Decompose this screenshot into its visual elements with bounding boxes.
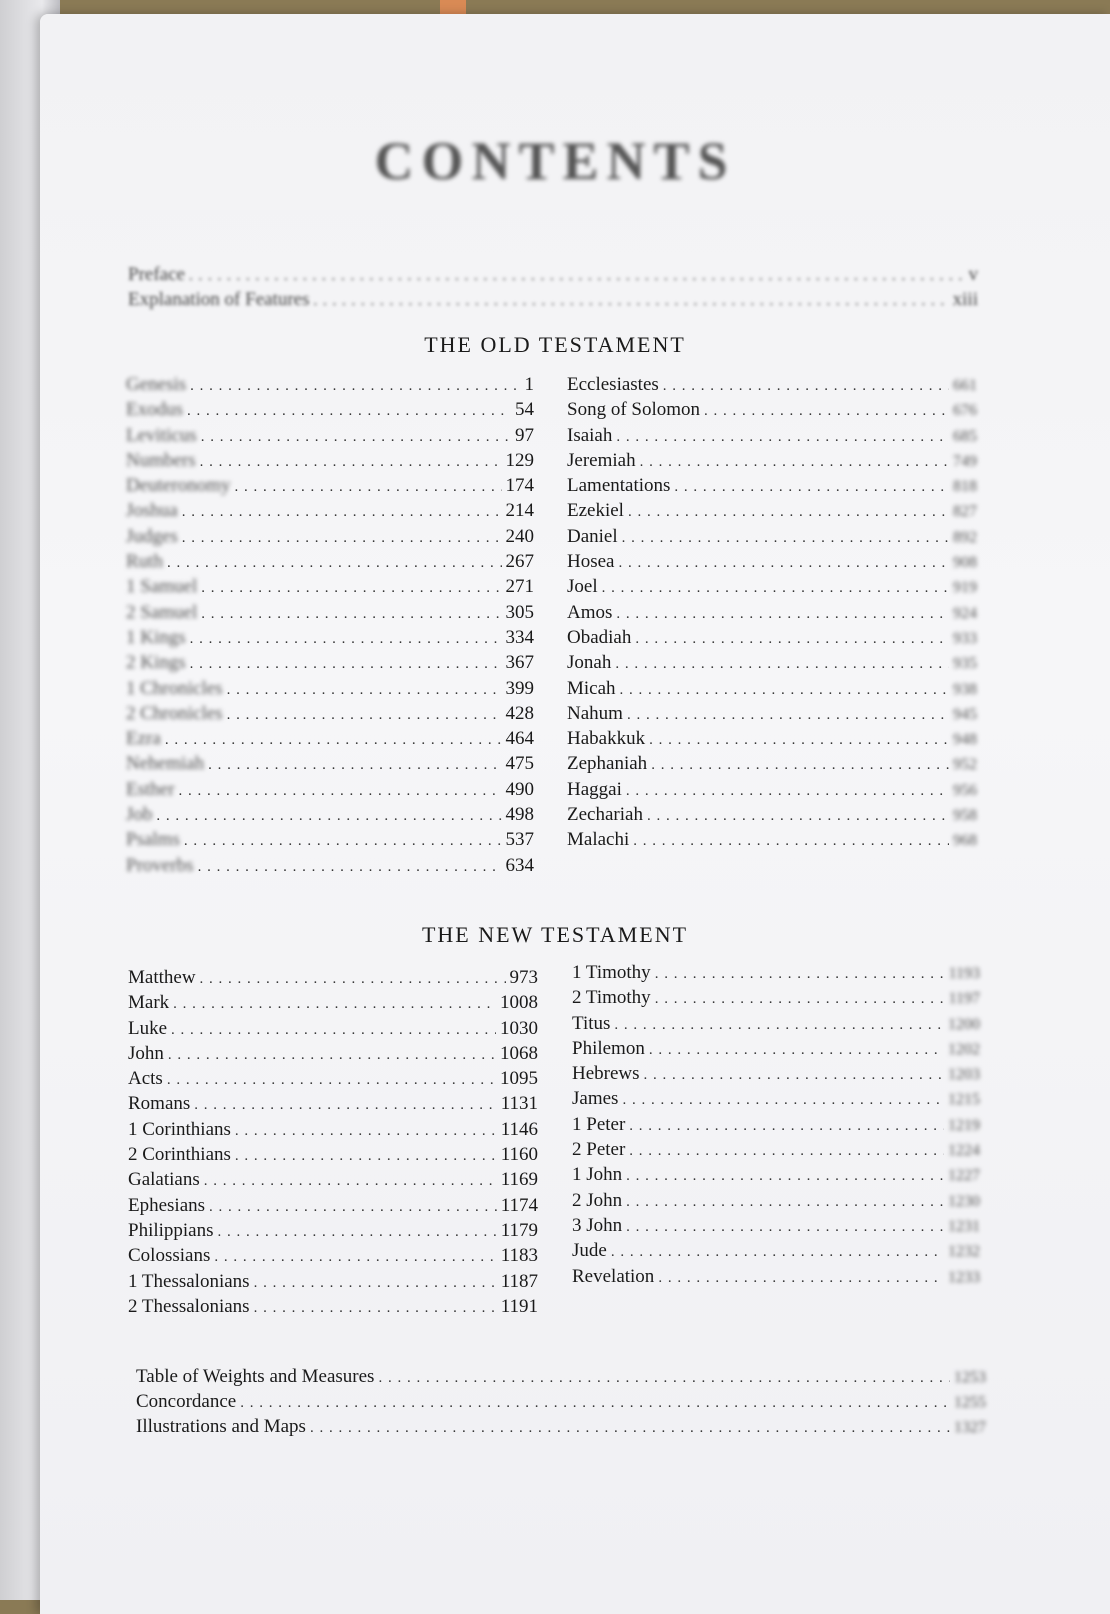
toc-entry-page: 1202 [948,1040,980,1058]
toc-entry-page: 948 [953,731,977,749]
leader-dots [254,1296,497,1321]
toc-entry-name: Lamentations [567,475,671,497]
toc-entry-name: Explanation of Features [128,289,310,311]
leader-dots [616,602,949,627]
toc-entry [567,448,977,473]
toc-entry-name: Revelation [572,1265,655,1287]
toc-entry [572,1036,980,1061]
toc-entry-name: Matthew [128,967,196,988]
toc-entry-name: 2 Peter [572,1139,626,1161]
toc-entry [126,853,534,878]
toc-entry [572,1238,980,1263]
toc-entry [572,1213,980,1238]
toc-entry [128,287,978,312]
toc-entry-page: 661 [953,377,977,394]
toc-entry [126,650,534,675]
leader-dots [626,1215,944,1240]
toc-entry-page: 1146 [500,1118,538,1140]
toc-entry-page: 1203 [948,1066,980,1084]
toc-entry-name: Genesis [126,374,187,395]
toc-entry-name: Colossians [128,1245,211,1267]
leader-dots [649,728,949,753]
toc-entry-page: 475 [505,753,534,775]
toc-entry [572,1011,980,1036]
toc-entry-page: 1224 [948,1142,980,1160]
toc-entry [572,1137,980,1162]
toc-entry-name: Exodus [126,399,183,421]
toc-entry-name: Psalms [126,829,180,851]
toc-entry-name: Amos [567,601,613,623]
toc-entry [128,1218,538,1243]
toc-entry [126,498,534,523]
toc-entry-name: 1 John [572,1164,623,1186]
toc-entry [126,473,534,498]
leader-dots [633,829,949,854]
toc-entry [572,1162,980,1187]
toc-entry-page: 818 [953,478,977,496]
leader-dots [201,425,511,450]
toc-entry-page: 399 [505,677,534,699]
leader-dots [218,1220,497,1245]
toc-entry-page: 1187 [500,1270,538,1292]
toc-entry-name: Joel [567,576,598,598]
toc-entry-name: Jeremiah [567,449,636,471]
leader-dots [173,992,496,1017]
toc-entry-page: 267 [505,551,534,573]
toc-entry-page: 1219 [948,1116,980,1134]
toc-entry-page: 1230 [948,1192,980,1210]
toc-entry [126,397,534,422]
toc-entry [567,650,977,675]
toc-entry-page: 334 [505,626,534,648]
toc-entry-name: John [128,1042,164,1064]
toc-entry-name: Luke [128,1017,168,1039]
toc-entry [128,990,538,1015]
toc-entry-page: 935 [953,655,977,673]
toc-entry-name: Proverbs [126,854,194,876]
leader-dots [198,855,502,880]
leader-dots [655,962,945,987]
leader-dots [190,627,502,652]
toc-entry [567,498,977,523]
toc-entry-name: Obadiah [567,626,632,648]
toc-entry-name: Galatians [128,1169,200,1191]
toc-entry [128,1294,538,1319]
toc-entry-name: 2 Kings [126,652,186,674]
toc-entry [572,960,980,985]
leader-dots [227,703,502,728]
toc-entry-name: 2 Chronicles [126,702,223,724]
leader-dots [209,1195,497,1220]
toc-entry [128,965,538,990]
leader-dots [602,576,949,601]
toc-entry-name: Mark [128,992,170,1014]
toc-entry-page: 1232 [948,1243,980,1261]
toc-entry-page: 1253 [954,1369,986,1386]
toc-entry-name: 2 John [572,1189,623,1211]
toc-entry-name: Daniel [567,525,618,547]
toc-entry-name: 1 Corinthians [128,1118,231,1140]
toc-entry [126,549,534,574]
leader-dots [704,399,949,424]
toc-entry [126,676,534,701]
front-matter-list [128,262,978,313]
toc-entry [126,448,534,473]
toc-entry-name: Micah [567,677,616,699]
toc-entry-name: 1 Samuel [126,576,198,598]
toc-entry-name: Hosea [567,551,615,573]
toc-entry [128,1269,538,1294]
toc-entry-page: 1200 [948,1015,980,1033]
toc-entry [572,1061,980,1086]
toc-entry-name: Habakkuk [567,728,646,750]
leader-dots [240,1391,950,1416]
toc-entry-page: 973 [509,967,538,988]
toc-entry [567,625,977,650]
toc-entry-page: 1179 [500,1219,538,1241]
toc-entry-name: Numbers [126,449,196,471]
toc-entry-page: 676 [953,402,977,420]
toc-entry-name: Leviticus [126,424,197,446]
toc-entry-name: Esther [126,778,175,800]
toc-entry [567,701,977,726]
leader-dots [187,399,511,424]
leader-dots [227,678,502,703]
toc-entry [567,524,977,549]
toc-entry-name: Table of Weights and Measures [136,1366,375,1387]
toc-entry-page: 919 [953,579,977,597]
toc-entry-name: Joshua [126,500,178,522]
leader-dots [626,1190,944,1215]
toc-entry-page: 1183 [500,1245,538,1267]
toc-entry [128,262,978,287]
toc-entry [572,1264,980,1289]
leader-dots [167,1068,496,1093]
toc-entry-page: 958 [953,807,977,825]
toc-entry [572,1112,980,1137]
leader-dots [179,779,502,804]
toc-entry-name: 1 Thessalonians [128,1270,250,1292]
toc-entry [572,1188,980,1213]
toc-entry-page: 1095 [500,1068,538,1090]
toc-entry [567,574,977,599]
toc-entry-page: 1160 [500,1144,538,1166]
toc-entry-name: Nehemiah [126,753,205,775]
toc-entry [128,1193,538,1218]
toc-entry-page: 1191 [500,1295,538,1317]
toc-entry-page: 1215 [948,1091,980,1109]
toc-entry-page: 1255 [954,1394,986,1411]
leader-dots [626,1164,944,1189]
toc-entry-name: Job [126,804,153,826]
toc-entry [567,676,977,701]
leader-dots [647,804,949,829]
leader-dots [611,1240,944,1265]
toc-entry-page: 129 [505,449,534,471]
leader-dots [314,289,949,314]
toc-entry [572,985,980,1010]
toc-entry-name: Romans [128,1093,191,1115]
toc-entry-page: 1197 [948,990,980,1008]
toc-entry [126,423,534,448]
new-testament-right-column [572,960,980,1289]
toc-entry-page: 1174 [500,1194,538,1216]
toc-entry-name: Titus [572,1012,611,1034]
toc-entry [126,701,534,726]
leader-dots [622,1088,944,1113]
leader-dots [194,1093,496,1118]
toc-entry-page: 634 [505,854,534,876]
toc-entry [126,625,534,650]
toc-entry [126,600,534,625]
toc-entry-name: 2 Timothy [572,987,651,1009]
toc-entry-page: 1068 [500,1042,538,1064]
toc-entry-page: 174 [505,475,534,497]
toc-entry [136,1364,986,1389]
toc-entry [567,423,977,448]
leader-dots [254,1271,497,1296]
toc-entry-page: 952 [953,756,977,774]
leader-dots [622,526,949,551]
toc-entry-name: Ephesians [128,1194,206,1216]
toc-entry-page: 1231 [948,1217,980,1235]
toc-entry [128,1066,538,1091]
toc-entry-name: Jude [572,1240,607,1262]
toc-entry-page: 97 [515,424,534,446]
leader-dots [235,1119,497,1144]
toc-entry [128,1091,538,1116]
leader-dots [620,678,949,703]
toc-entry [126,726,534,751]
toc-entry [567,372,977,397]
leader-dots [651,753,949,778]
leader-dots [200,450,502,475]
toc-entry-page: v [968,264,978,285]
toc-entry-name: Ezra [126,728,161,750]
leader-dots [190,374,520,399]
toc-entry-name: Philippians [128,1219,214,1241]
toc-entry-name: Preface [128,264,185,285]
toc-entry-name: Haggai [567,778,622,800]
old-testament-left-column [126,372,534,878]
toc-entry-name: 2 Thessalonians [128,1295,250,1317]
leader-dots [184,829,502,854]
leader-dots [615,652,949,677]
toc-entry-page: 1 [524,374,534,395]
toc-entry [136,1389,986,1414]
toc-entry-page: 945 [953,705,977,723]
leader-dots [310,1416,950,1441]
leader-dots [190,652,502,677]
toc-entry-name: 1 Timothy [572,962,651,983]
leader-dots [182,526,502,551]
toc-entry-page: 1008 [500,992,538,1014]
toc-entry-name: Acts [128,1068,163,1090]
leader-dots [167,551,502,576]
leader-dots [629,1139,944,1164]
toc-entry [567,751,977,776]
toc-entry-name: Zechariah [567,804,643,826]
toc-entry-name: Malachi [567,829,630,851]
toc-entry-page: 827 [953,503,977,521]
toc-entry-name: 2 Corinthians [128,1144,231,1166]
toc-entry-page: 968 [953,832,977,850]
toc-entry-name: Ecclesiastes [567,374,659,395]
leader-dots [201,602,501,627]
toc-entry-name: Nahum [567,702,623,724]
toc-entry-page: 924 [953,604,977,622]
leader-dots [649,1038,944,1063]
toc-entry-page: 685 [953,427,977,445]
new-testament-left-column [128,965,538,1319]
leader-dots [200,967,506,992]
toc-entry-page: 956 [953,781,977,799]
toc-entry-page: 240 [505,525,534,547]
toc-entry-name: 3 John [572,1214,623,1236]
leader-dots [171,1018,496,1043]
leader-dots [644,1063,944,1088]
toc-entry-name: Deuteronomy [126,475,231,497]
toc-entry-page: 498 [505,804,534,826]
toc-entry [567,600,977,625]
leader-dots [234,475,501,500]
toc-entry-page: 1131 [500,1093,538,1115]
leader-dots [614,1013,944,1038]
toc-entry-page: 305 [505,601,534,623]
toc-entry [128,1142,538,1167]
leader-dots [640,450,949,475]
toc-entry [126,827,534,852]
toc-entry-name: Song of Solomon [567,399,701,421]
leader-dots [658,1266,944,1291]
toc-entry-name: 1 Peter [572,1113,626,1135]
toc-entry-page: 367 [505,652,534,674]
toc-entry-page: 938 [953,680,977,698]
back-matter-list [136,1364,986,1439]
toc-entry-name: Isaiah [567,424,613,446]
page-title: CONTENTS [374,131,736,191]
leader-dots [201,576,501,601]
toc-entry [126,777,534,802]
toc-entry-name: Judges [126,525,178,547]
old-testament-right-column [567,372,977,853]
toc-entry [136,1414,986,1439]
leader-dots [168,1043,496,1068]
old-testament-heading: THE OLD TESTAMENT [424,332,686,357]
toc-entry-page: 1227 [948,1167,980,1185]
toc-entry-name: 2 Samuel [126,601,198,623]
leader-dots [616,425,949,450]
toc-entry [567,777,977,802]
toc-entry-page: 54 [515,399,534,421]
toc-entry-page: 214 [505,500,534,522]
leader-dots [182,500,502,525]
toc-entry [572,1086,980,1111]
leader-dots [655,987,945,1012]
leader-dots [628,500,949,525]
leader-dots [626,779,949,804]
toc-entry [128,1016,538,1041]
leader-dots [674,475,949,500]
toc-entry-page: 1327 [954,1419,986,1436]
toc-entry-page: 1193 [948,965,980,982]
leader-dots [627,703,949,728]
toc-entry-page: 892 [953,528,977,546]
leader-dots [635,627,949,652]
toc-entry [567,827,977,852]
toc-entry-page: 464 [505,728,534,750]
toc-entry-name: Ruth [126,551,163,573]
toc-entry-page: xiii [952,289,978,311]
toc-entry [128,1117,538,1142]
toc-entry [126,524,534,549]
toc-entry [567,549,977,574]
leader-dots [378,1366,950,1391]
toc-entry-page: 271 [505,576,534,598]
toc-entry [567,473,977,498]
toc-entry [126,751,534,776]
leader-dots [165,728,502,753]
toc-entry-page: 933 [953,629,977,647]
toc-entry-name: 1 Kings [126,626,186,648]
toc-entry-name: James [572,1088,619,1110]
toc-entry [567,802,977,827]
leader-dots [156,804,501,829]
leader-dots [208,753,501,778]
toc-entry-page: 537 [505,829,534,851]
toc-entry-name: Zephaniah [567,753,648,775]
toc-entry-name: Illustrations and Maps [136,1416,306,1437]
toc-entry [126,372,534,397]
leader-dots [235,1144,497,1169]
toc-entry [128,1167,538,1192]
toc-entry-name: Jonah [567,652,612,674]
toc-entry [128,1243,538,1268]
toc-entry [126,574,534,599]
toc-entry [567,397,977,422]
toc-entry [567,726,977,751]
new-testament-heading: THE NEW TESTAMENT [421,922,689,947]
leader-dots [629,1114,944,1139]
toc-entry-name: Ezekiel [567,500,624,522]
toc-entry-page: 908 [953,554,977,572]
toc-entry-page: 490 [505,778,534,800]
leader-dots [663,374,949,399]
leader-dots [214,1245,496,1270]
toc-entry-page: 749 [953,452,977,470]
toc-entry-page: 428 [505,702,534,724]
toc-entry-name: Concordance [136,1391,237,1412]
leader-dots [618,551,949,576]
toc-entry [128,1041,538,1066]
toc-entry-name: 1 Chronicles [126,677,223,699]
toc-entry [126,802,534,827]
leader-dots [204,1169,497,1194]
toc-entry-name: Philemon [572,1037,645,1059]
toc-entry-page: 1030 [500,1017,538,1039]
toc-entry-page: 1169 [500,1169,538,1191]
toc-entry-page: 1233 [948,1268,980,1286]
leader-dots [189,264,965,289]
toc-entry-name: Hebrews [572,1063,640,1085]
